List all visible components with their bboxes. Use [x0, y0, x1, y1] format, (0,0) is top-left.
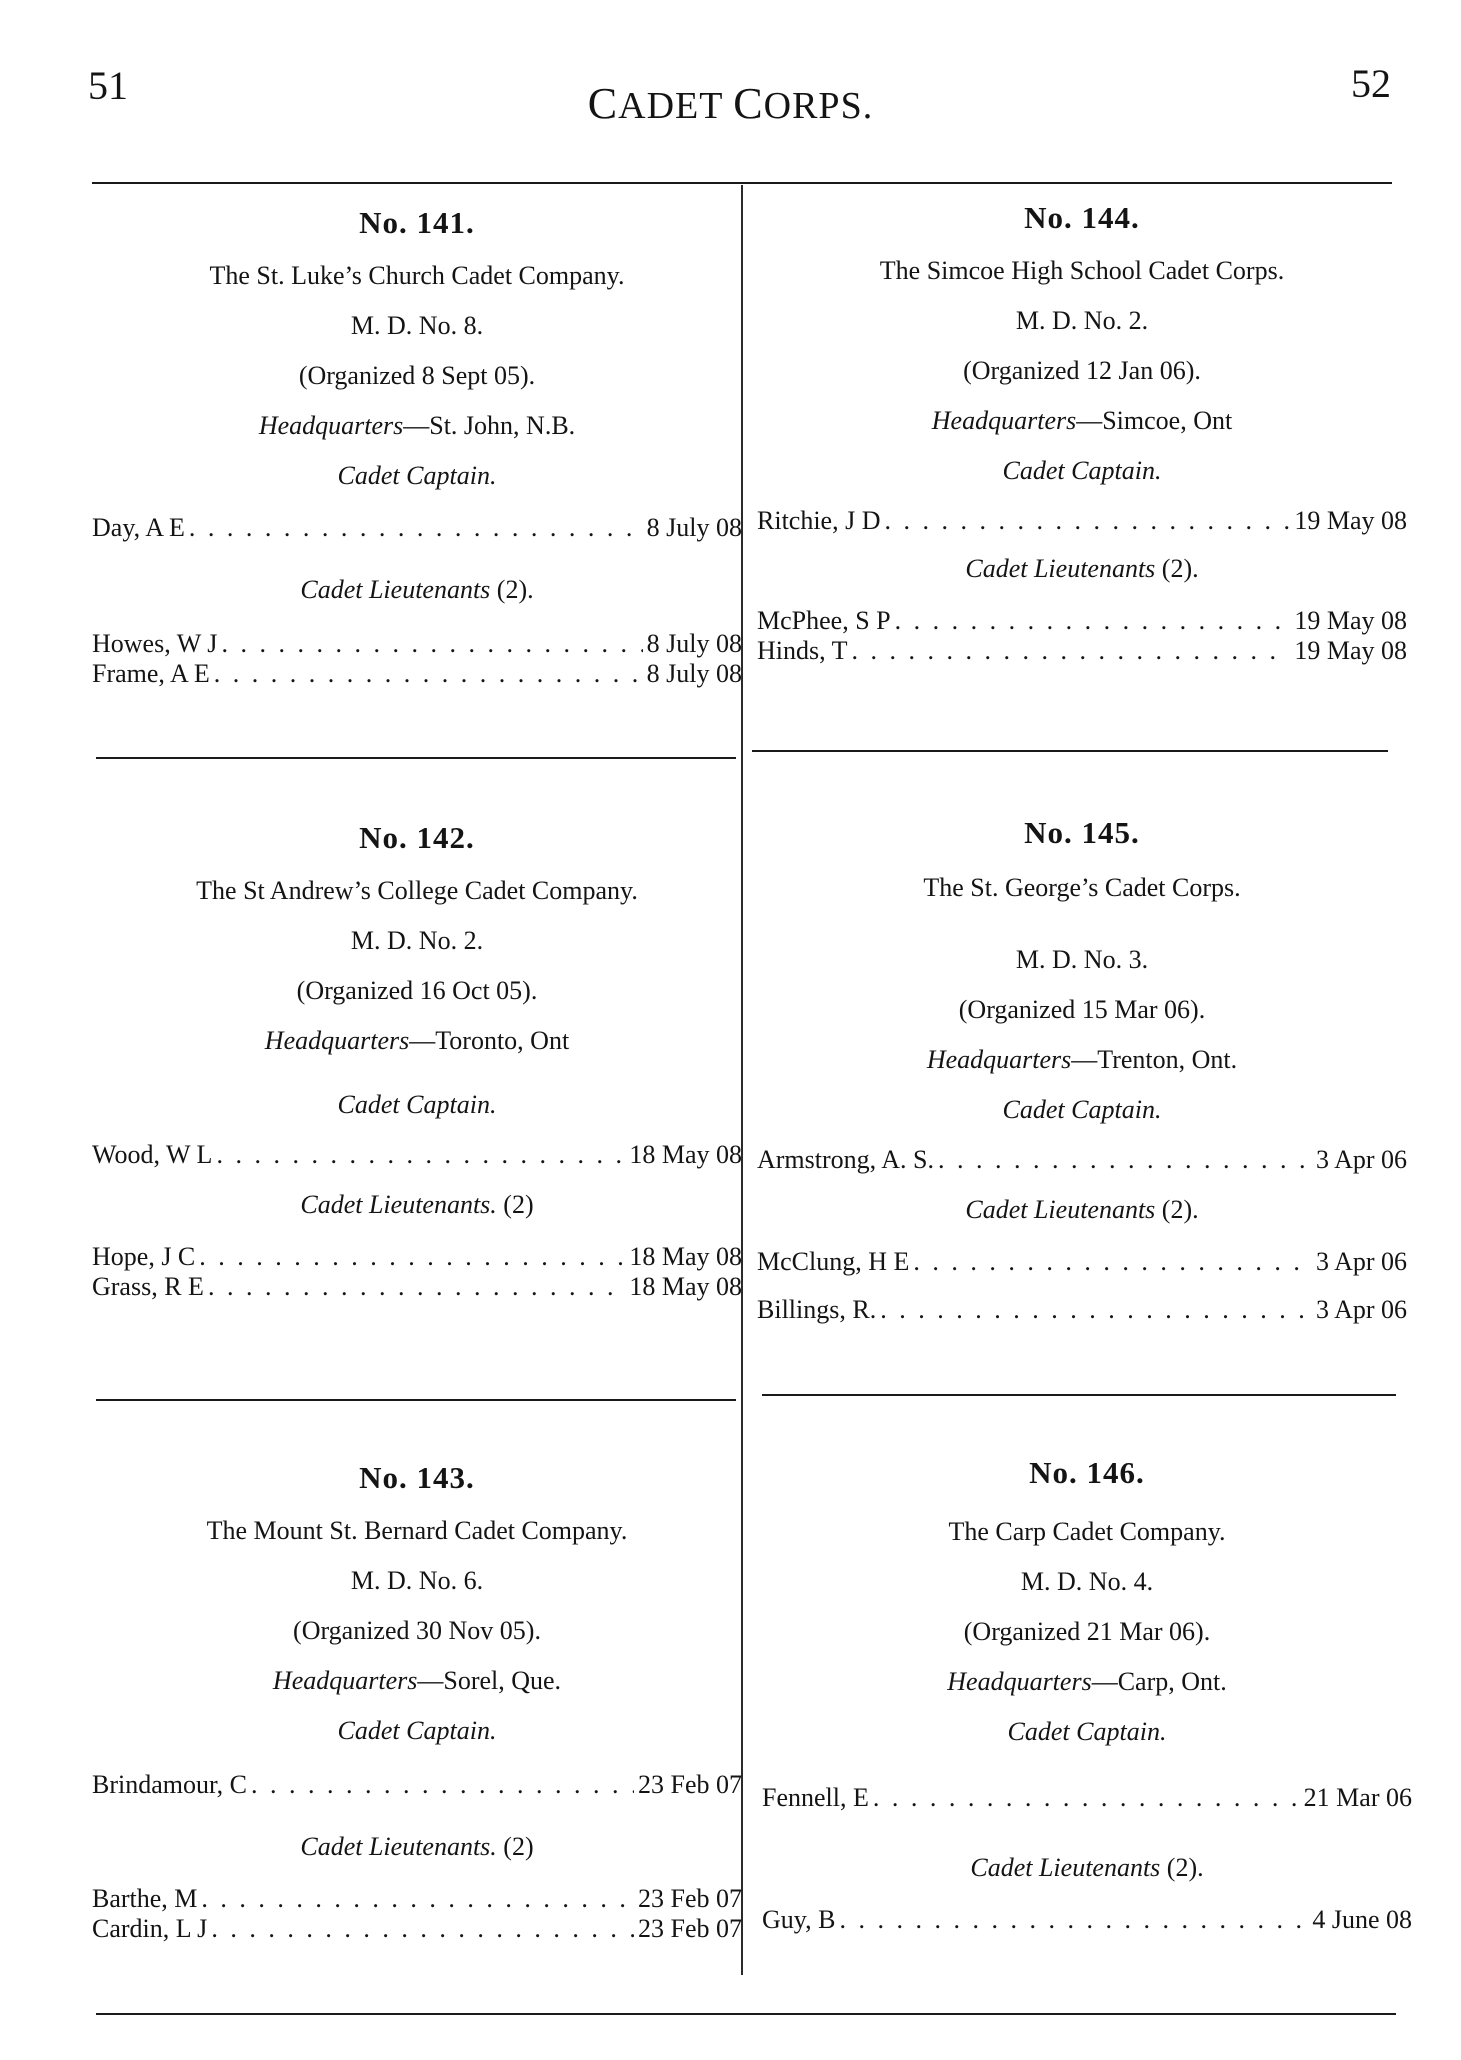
captain-heading: Cadet Captain.: [1002, 1095, 1162, 1124]
entry-142: [92, 820, 742, 1302]
lieutenants-heading: [92, 1832, 742, 1862]
organized-date: (Organized 12 Jan 06).: [963, 356, 1201, 385]
lieutenants-count: (2): [496, 1190, 534, 1219]
military-district: M. D. No. 6.: [350, 1566, 484, 1595]
officer-date: 19 May 08: [1294, 506, 1407, 535]
military-district: M. D. No. 3.: [1015, 945, 1149, 974]
lieutenants-heading-label: Cadet Lieutenants: [965, 1195, 1156, 1224]
entry-143: [92, 1460, 742, 1944]
entry-number: No. 143.: [359, 1460, 475, 1495]
leader-dots: [913, 1247, 1312, 1277]
officer-name: Billings, R.: [757, 1295, 877, 1324]
officer-date: 8 July 08: [646, 659, 742, 688]
officer-name: Frame, A E: [92, 659, 210, 688]
lieutenant-row: [92, 659, 742, 689]
entry-146: [762, 1455, 1412, 1935]
officer-name: Day, A E: [92, 513, 185, 542]
captain-row: [762, 1783, 1412, 1813]
rule-right-2: [762, 1394, 1396, 1396]
lieutenants-heading-label: Cadet Lieutenants.: [300, 1832, 497, 1861]
lieutenants-heading-label: Cadet Lieutenants: [970, 1853, 1161, 1882]
running-title: [0, 78, 1461, 129]
officer-date: 19 May 08: [1294, 606, 1407, 635]
military-district: M. D. No. 2.: [1015, 306, 1149, 335]
organized-date: (Organized 21 Mar 06).: [963, 1617, 1211, 1646]
officer-date: 21 Mar 06: [1303, 1783, 1412, 1812]
leader-dots: [852, 636, 1291, 666]
leader-dots: [251, 1770, 634, 1800]
company-name: The St. George’s Cadet Corps.: [923, 873, 1241, 902]
footer-rule: [96, 2013, 1396, 2015]
headquarters-label: Headquarters: [931, 406, 1077, 435]
lieutenants-heading: [92, 575, 742, 605]
organized-date: (Organized 16 Oct 05).: [296, 976, 538, 1005]
officer-date: 3 Apr 06: [1316, 1247, 1407, 1276]
headquarters-value: —Sorel, Que.: [417, 1666, 562, 1695]
lieutenant-row: [757, 606, 1407, 636]
lieutenants-heading-label: Cadet Lieutenants: [965, 554, 1156, 583]
lieutenants-count: (2): [496, 1832, 534, 1861]
leader-dots: [880, 1295, 1312, 1325]
lieutenants-heading-label: Cadet Lieutenants: [300, 575, 491, 604]
officer-name: Barthe, M: [92, 1884, 198, 1913]
lieutenants-heading-label: Cadet Lieutenants.: [300, 1190, 497, 1219]
leader-dots: [839, 1905, 1308, 1935]
captain-heading: Cadet Captain.: [337, 461, 497, 490]
leader-dots: [873, 1783, 1300, 1813]
headquarters-label: Headquarters: [264, 1026, 410, 1055]
officer-name: Armstrong, A. S.: [757, 1145, 934, 1174]
captain-row: [92, 1140, 742, 1170]
officer-date: 18 May 08: [629, 1242, 742, 1271]
military-district: M. D. No. 2.: [350, 926, 484, 955]
officer-date: 18 May 08: [629, 1140, 742, 1169]
officer-date: 4 June 08: [1312, 1905, 1412, 1934]
captain-heading: Cadet Captain.: [1002, 456, 1162, 485]
organized-date: (Organized 15 Mar 06).: [958, 995, 1206, 1024]
lieutenants-heading: [757, 1195, 1407, 1225]
company-name: The St. Luke’s Church Cadet Company.: [209, 261, 625, 290]
title-initial-2: C: [733, 79, 764, 128]
headquarters-value: —Trenton, Ont.: [1071, 1045, 1238, 1074]
headquarters-label: Headquarters: [258, 411, 404, 440]
lieutenant-row: [92, 1242, 742, 1272]
rule-right-1: [752, 750, 1388, 752]
leader-dots: [221, 629, 642, 659]
officer-date: 23 Feb 07: [638, 1914, 742, 1943]
header-rule: [92, 182, 1392, 184]
headquarters: [757, 1045, 1407, 1075]
officer-date: 23 Feb 07: [638, 1770, 742, 1799]
entry-number: No. 142.: [359, 820, 475, 855]
headquarters: [92, 1026, 742, 1056]
rule-left-1: [96, 757, 736, 759]
leader-dots: [201, 1884, 634, 1914]
officer-date: 23 Feb 07: [638, 1884, 742, 1913]
lieutenants-heading: [757, 554, 1407, 584]
officer-name: Brindamour, C: [92, 1770, 247, 1799]
headquarters-label: Headquarters: [272, 1666, 418, 1695]
lieutenant-row: [92, 629, 742, 659]
officer-date: 8 July 08: [646, 513, 742, 542]
leader-dots: [885, 506, 1291, 536]
headquarters-value: —St. John, N.B.: [403, 411, 576, 440]
lieutenants-count: (2).: [1155, 1195, 1199, 1224]
leader-dots: [208, 1272, 625, 1302]
officer-date: 18 May 08: [629, 1272, 742, 1301]
headquarters-value: —Carp, Ont.: [1091, 1667, 1227, 1696]
lieutenant-row: [92, 1884, 742, 1914]
lieutenants-count: (2).: [1155, 554, 1199, 583]
page-number-right: 52: [1351, 61, 1391, 106]
officer-name: Hinds, T: [757, 636, 848, 665]
leader-dots: [189, 513, 643, 543]
officer-name: Howes, W J: [92, 629, 218, 658]
entry-number: No. 141.: [359, 205, 475, 240]
lieutenant-row: [762, 1905, 1412, 1935]
entry-number: No. 146.: [1029, 1455, 1145, 1490]
leader-dots: [216, 1140, 625, 1170]
captain-heading: Cadet Captain.: [1007, 1717, 1167, 1746]
entry-145: [757, 815, 1407, 1325]
lieutenants-count: (2).: [1160, 1853, 1204, 1882]
military-district: M. D. No. 8.: [350, 311, 484, 340]
officer-name: Hope, J C: [92, 1242, 196, 1271]
headquarters: [92, 411, 742, 441]
lieutenants-heading: [762, 1853, 1412, 1883]
company-name: The Simcoe High School Cadet Corps.: [879, 256, 1285, 285]
captain-row: [757, 506, 1407, 536]
lieutenant-row: [757, 1247, 1407, 1277]
officer-name: Cardin, L J: [92, 1914, 208, 1943]
headquarters-value: —Toronto, Ont: [409, 1026, 570, 1055]
entry-141: [92, 205, 742, 689]
officer-date: 19 May 08: [1294, 636, 1407, 665]
headquarters: [92, 1666, 742, 1696]
officer-date: 3 Apr 06: [1316, 1145, 1407, 1174]
officer-name: McPhee, S P: [757, 606, 891, 635]
leader-dots: [211, 1914, 634, 1944]
entry-number: No. 144.: [1024, 200, 1140, 235]
officer-name: Fennell, E: [762, 1783, 869, 1812]
captain-heading: Cadet Captain.: [337, 1090, 497, 1119]
officer-name: Ritchie, J D: [757, 506, 881, 535]
lieutenant-row: [757, 1295, 1407, 1325]
officer-name: McClung, H E: [757, 1247, 910, 1276]
officer-date: 3 Apr 06: [1316, 1295, 1407, 1324]
headquarters-value: —Simcoe, Ont: [1076, 406, 1233, 435]
lieutenants-heading: [92, 1190, 742, 1220]
title-initial-1: C: [587, 79, 619, 128]
officer-name: Wood, W L: [92, 1140, 213, 1169]
company-name: The Mount St. Bernard Cadet Company.: [206, 1516, 628, 1545]
captain-row: [757, 1145, 1407, 1175]
rule-left-2: [96, 1399, 736, 1401]
company-name: The Carp Cadet Company.: [948, 1517, 1226, 1546]
lieutenant-row: [92, 1272, 742, 1302]
leader-dots: [938, 1145, 1312, 1175]
officer-name: Grass, R E: [92, 1272, 204, 1301]
captain-row: [92, 1770, 742, 1800]
captain-heading: Cadet Captain.: [337, 1716, 497, 1745]
leader-dots: [214, 659, 643, 689]
title-rest-2: ORPS.: [763, 85, 874, 127]
company-name: The St Andrew’s College Cadet Company.: [196, 876, 638, 905]
organized-date: (Organized 8 Sept 05).: [298, 361, 536, 390]
officer-name: Guy, B: [762, 1905, 836, 1934]
leader-dots: [895, 606, 1291, 636]
page-number-left: 51: [88, 63, 128, 108]
officer-date: 8 July 08: [646, 629, 742, 658]
lieutenant-row: [757, 636, 1407, 666]
headquarters: [762, 1667, 1412, 1697]
captain-row: [92, 513, 742, 543]
title-rest-1: ADET: [618, 85, 734, 127]
headquarters: [757, 406, 1407, 436]
lieutenants-count: (2).: [490, 575, 534, 604]
leader-dots: [199, 1242, 625, 1272]
entry-144: [757, 200, 1407, 666]
organized-date: (Organized 30 Nov 05).: [293, 1616, 541, 1645]
lieutenant-row: [92, 1914, 742, 1944]
headquarters-label: Headquarters: [947, 1667, 1092, 1696]
military-district: M. D. No. 4.: [1020, 1567, 1154, 1596]
entry-number: No. 145.: [1024, 815, 1140, 850]
headquarters-label: Headquarters: [926, 1045, 1072, 1074]
